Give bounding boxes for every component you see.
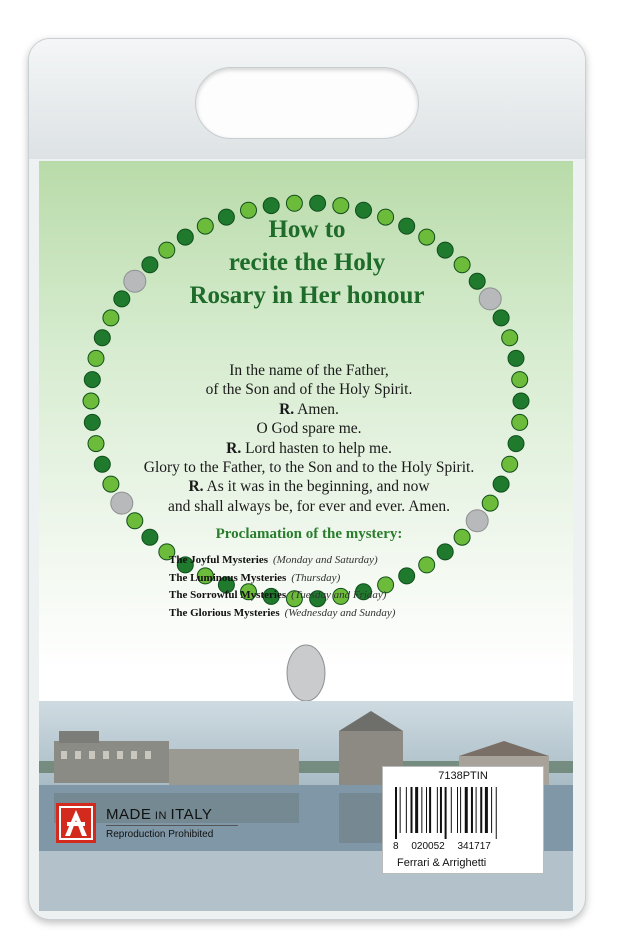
hang-hole — [195, 67, 419, 139]
response-marker: R. — [188, 478, 204, 496]
prayer-line-5 — [99, 439, 519, 458]
barcode-bar — [480, 787, 482, 833]
title-line-3: Rosary in Her honour — [189, 282, 425, 309]
made-in-italy-label — [106, 806, 238, 840]
barcode-bar — [429, 787, 431, 833]
prayer-line-7 — [99, 477, 519, 496]
barcode-bar — [471, 787, 473, 833]
mystery-name: The Joyful Mysteries — [169, 554, 268, 566]
mystery-name: The Sorrowful Mysteries — [169, 589, 287, 601]
italy-word: ITALY — [170, 806, 213, 823]
barcode-bar — [496, 787, 497, 839]
brand-name: Ferrari & Arrighetti — [397, 857, 487, 869]
mystery-days: (Tuesday and Friday) — [291, 589, 387, 601]
mystery-days: (Thursday) — [291, 571, 341, 584]
response-amen: Amen. — [294, 400, 339, 418]
opening-prayer — [99, 361, 519, 516]
rosary-bead — [84, 372, 100, 388]
barcode-number — [393, 841, 491, 852]
rosary-bead-grey — [124, 270, 146, 292]
pack-header — [29, 39, 585, 159]
ean-first: 8 — [393, 841, 399, 852]
barcode-bar — [395, 787, 397, 839]
barcode-bar — [465, 787, 468, 833]
rosary-bead — [493, 310, 509, 326]
mystery-joyful — [169, 552, 489, 570]
barcode-bar — [445, 787, 447, 839]
prayer-line-2: of the Son and of the Holy Spirit. — [205, 381, 413, 399]
barcode-bar — [437, 787, 438, 833]
barcode-bar — [460, 787, 461, 833]
mystery-days: (Monday and Saturday) — [272, 554, 378, 566]
ean-left: 020052 — [411, 841, 445, 852]
barcode-bar — [421, 787, 422, 833]
proclamation-heading: Proclamation of the mystery: — [215, 526, 403, 542]
fa-logo-icon — [55, 802, 97, 844]
mystery-name: The Glorious Mysteries — [169, 606, 280, 619]
mystery-days: (Wednesday and Sunday) — [284, 606, 396, 619]
card-title — [187, 213, 427, 312]
barcode-bar — [426, 787, 427, 833]
prayer-line-4: O God spare me. — [256, 420, 362, 438]
response-lord: Lord hasten to help me. — [241, 439, 392, 457]
prayer-line-8: and shall always be, for ever and ever. Amen. — [168, 497, 450, 515]
prayer-line-3 — [99, 400, 519, 419]
rosary-bead — [502, 330, 518, 346]
prayer-line-1: In the name of the Father, — [229, 362, 389, 379]
mysteries-list — [169, 552, 489, 622]
barcode-label — [382, 766, 544, 874]
title-line-2: recite the Holy — [228, 249, 386, 276]
response-glory: As it was in the beginning, and now — [203, 478, 430, 496]
barcode-bar — [491, 787, 492, 833]
divider — [106, 825, 238, 826]
prayer-line-6: Glory to the Father, to the Son and to the Holy Spirit. — [143, 459, 475, 477]
barcode-bar — [406, 787, 407, 833]
rosary-bead — [437, 242, 453, 258]
barcode-bar — [415, 787, 418, 833]
made-in-italy — [106, 806, 238, 823]
rosary-bead — [159, 242, 175, 258]
rosary-bead — [286, 195, 302, 211]
rosary-bead — [83, 393, 99, 409]
product-code: 7138PTIN — [438, 770, 488, 782]
rosary-bead — [142, 257, 158, 273]
rosary-bead — [454, 257, 470, 273]
rosary-bead — [114, 291, 130, 307]
ean-right: 341717 — [457, 841, 491, 852]
rosary-bead — [333, 198, 349, 214]
barcode-bar — [411, 787, 413, 833]
barcode-bar — [457, 787, 458, 833]
mystery-luminous — [169, 570, 489, 588]
rosary-bead — [263, 198, 279, 214]
barcode-bar — [485, 787, 488, 833]
barcode-icon — [393, 787, 533, 839]
barcode-bar — [451, 787, 452, 833]
rosary-bead-grey — [479, 288, 501, 310]
barcode-bar — [440, 787, 442, 833]
mystery-name: The Luminous Mysteries — [169, 571, 287, 584]
response-marker: R. — [226, 439, 242, 457]
title-line-1: How to — [268, 216, 346, 243]
mystery-glorious — [169, 605, 489, 623]
rosary-bead — [103, 310, 119, 326]
rosary-bead — [310, 195, 326, 211]
barcode-bar — [400, 787, 401, 833]
made-word: MADE — [106, 806, 152, 823]
rosary-bead — [469, 273, 485, 289]
reproduction-note: Reproduction Prohibited — [106, 829, 214, 840]
in-word: IN — [151, 810, 171, 822]
rosary-bead — [94, 330, 110, 346]
barcode-bar — [476, 787, 477, 833]
response-marker: R. — [279, 400, 295, 418]
rosary-bead — [84, 414, 100, 430]
miraculous-medal — [287, 645, 325, 701]
mystery-sorrowful — [169, 587, 489, 605]
